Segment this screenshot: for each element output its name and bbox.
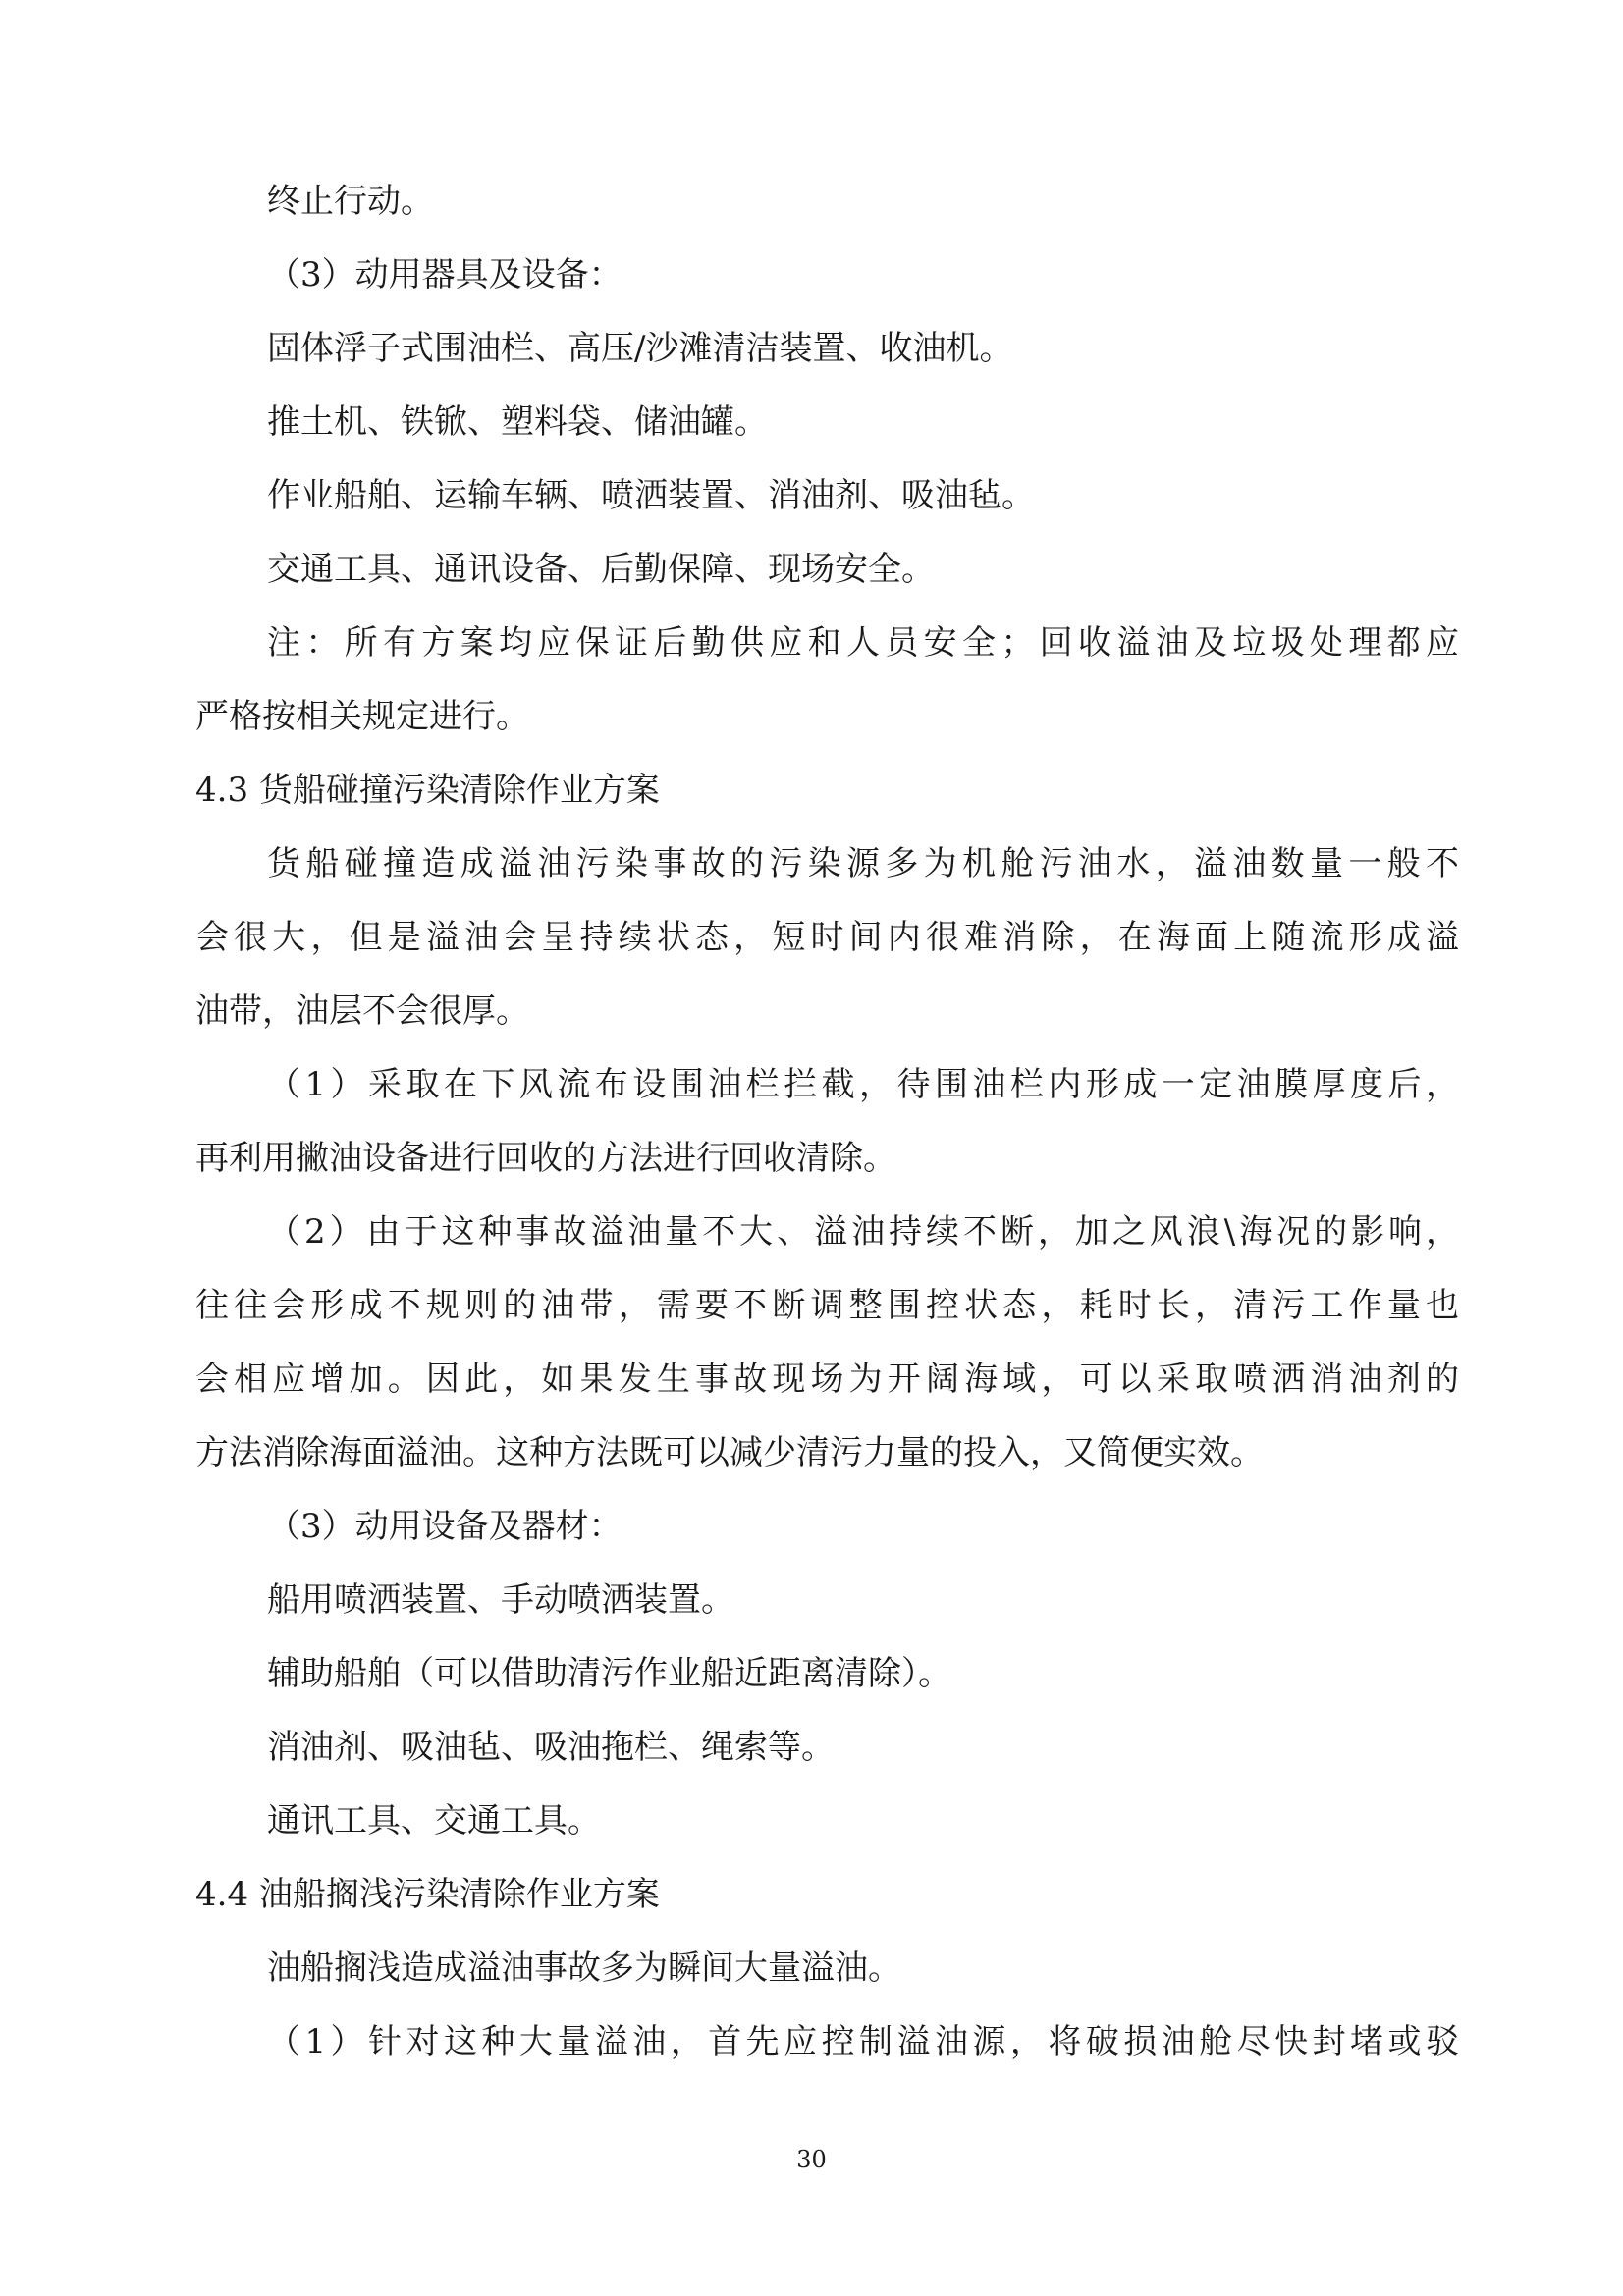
paragraph-line: 再利用撇油设备进行回收的方法进行回收清除。	[195, 1139, 896, 1178]
paragraph-line: 方法消除海面溢油。这种方法既可以减少清污力量的投入，又简便实效。	[195, 1433, 1264, 1472]
text-line: 交通工具、通讯设备、后勤保障、现场安全。	[267, 550, 935, 589]
sub-heading: （3）动用设备及器材：	[267, 1507, 622, 1546]
paragraph-line: （2）由于这种事故溢油量不大、溢油持续不断，加之风浪\海况的影响，	[267, 1212, 1459, 1252]
section-heading: 4.4 油船搁浅污染清除作业方案	[195, 1875, 660, 1914]
text-line: 严格按相关规定进行。	[195, 697, 529, 736]
paragraph-line: （1）采取在下风流布设围油栏拦截，待围油栏内形成一定油膜厚度后，	[267, 1065, 1459, 1104]
text-line: 推土机、铁锨、塑料袋、储油罐。	[267, 402, 768, 442]
paragraph-line: 往往会形成不规则的油带，需要不断调整围控状态，耗时长，清污工作量也	[195, 1286, 1459, 1325]
text-line: 作业船舶、运输车辆、喷洒装置、消油剂、吸油毡。	[267, 476, 1035, 515]
paragraph-line: 会很大，但是溢油会呈持续状态，短时间内很难消除，在海面上随流形成溢	[195, 918, 1459, 957]
paragraph-line: （1）针对这种大量溢油，首先应控制溢油源，将破损油舱尽快封堵或驳	[267, 2022, 1459, 2061]
sub-heading: （3）动用器具及设备：	[267, 255, 622, 294]
page-number: 30	[796, 2146, 827, 2173]
section-heading: 4.3 货船碰撞污染清除作业方案	[195, 771, 660, 810]
text-line: 油船搁浅造成溢油事故多为瞬间大量溢油。	[267, 1949, 901, 1988]
text-line: 消油剂、吸油毡、吸油拖栏、绳索等。	[267, 1728, 835, 1767]
text-line: 辅助船舶（可以借助清污作业船近距离清除）。	[267, 1654, 951, 1693]
paragraph-line: 会相应增加。因此，如果发生事故现场为开阔海域，可以采取喷洒消油剂的	[195, 1360, 1459, 1399]
text-line: 终止行动。	[267, 182, 434, 221]
text-line: 固体浮子式围油栏、高压/沙滩清洁装置、收油机。	[267, 329, 1013, 368]
paragraph-line: 货船碰撞造成溢油污染事故的污染源多为机舱污油水，溢油数量一般不	[267, 844, 1459, 883]
paragraph-line: 油带，油层不会很厚。	[195, 991, 529, 1031]
note-paragraph: 注：所有方案均应保证后勤供应和人员安全；回收溢油及垃圾处理都应	[267, 623, 1459, 663]
text-line: 船用喷洒装置、手动喷洒装置。	[267, 1580, 734, 1620]
text-line: 通讯工具、交通工具。	[267, 1801, 601, 1841]
